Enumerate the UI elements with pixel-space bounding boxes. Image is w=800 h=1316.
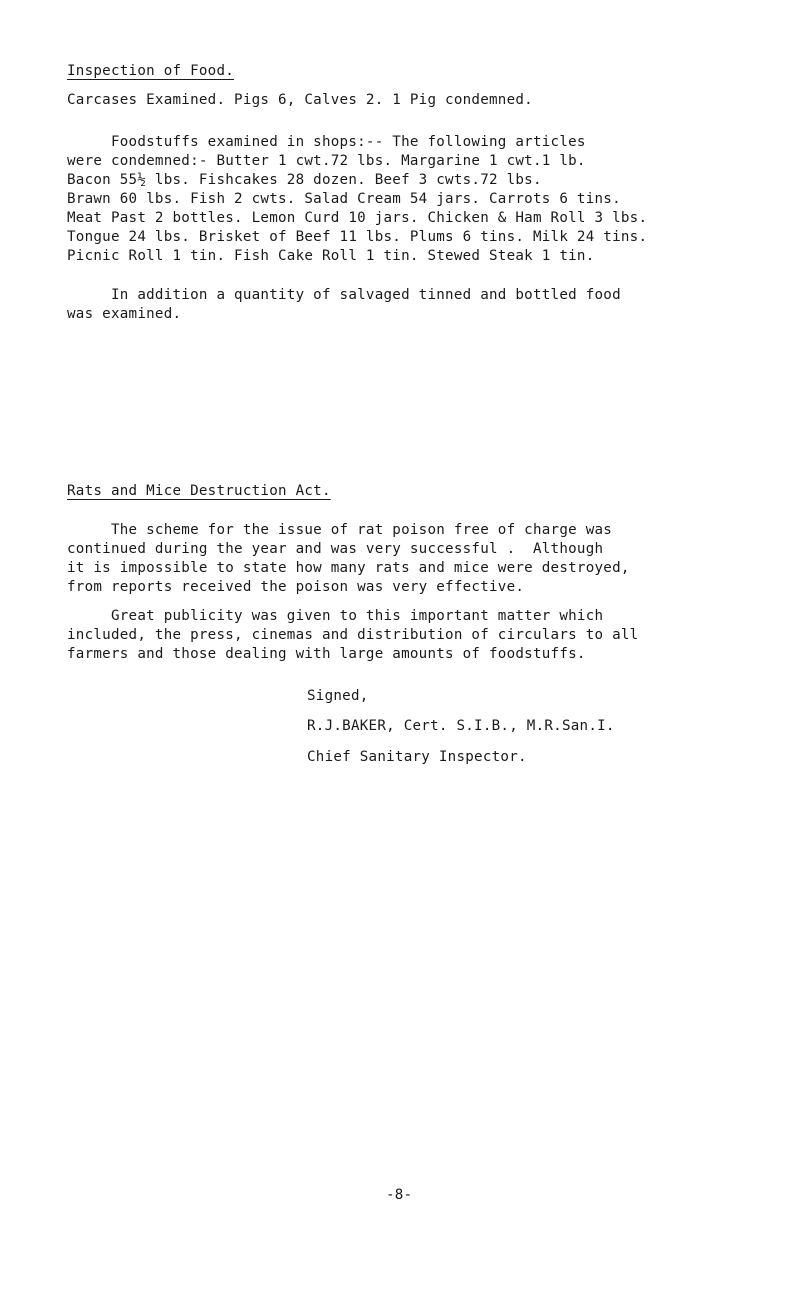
section-heading-inspection-of-food: Inspection of Food. bbox=[67, 63, 235, 79]
paragraph-line: it is impossible to state how many rats and mice were destroyed, bbox=[67, 560, 630, 576]
paragraph-line: Meat Past 2 bottles. Lemon Curd 10 jars. Chicken & Ham Roll 3 lbs. bbox=[67, 210, 648, 226]
publicity-paragraph bbox=[67, 607, 793, 664]
paragraph-line: were condemned:- Butter 1 cwt.72 lbs. Margarine 1 cwt.1 lb. bbox=[67, 153, 586, 169]
section-heading-rats-and-mice: Rats and Mice Destruction Act. bbox=[67, 483, 331, 499]
paragraph-line: farmers and those dealing with large amounts of foodstuffs. bbox=[67, 646, 586, 662]
salvaged-food-paragraph bbox=[67, 286, 793, 324]
paragraph-line: The scheme for the issue of rat poison free of charge was bbox=[67, 522, 613, 538]
paragraph-line: In addition a quantity of salvaged tinned and bottled food bbox=[67, 287, 621, 303]
paragraph-line: from reports received the poison was very effective. bbox=[67, 579, 525, 595]
paragraph-line: included, the press, cinemas and distribution of circulars to all bbox=[67, 627, 639, 643]
paragraph-line: Foodstuffs examined in shops:-- The following articles bbox=[67, 134, 586, 150]
paragraph-line: Picnic Roll 1 tin. Fish Cake Roll 1 tin. Stewed Steak 1 tin. bbox=[67, 248, 595, 264]
signatory-title: Chief Sanitary Inspector. bbox=[307, 749, 527, 765]
page-number: -8- bbox=[386, 1187, 413, 1203]
signatory-name: R.J.BAKER, Cert. S.I.B., M.R.San.I. bbox=[307, 718, 615, 734]
paragraph-line: continued during the year and was very successful . Although bbox=[67, 541, 604, 557]
paragraph-line: Brawn 60 lbs. Fish 2 cwts. Salad Cream 54 jars. Carrots 6 tins. bbox=[67, 191, 621, 207]
carcases-paragraph bbox=[67, 91, 793, 110]
paragraph-line: Bacon 55½ lbs. Fishcakes 28 dozen. Beef 3 cwts.72 lbs. bbox=[67, 172, 542, 188]
carcases-line: Carcases Examined. Pigs 6, Calves 2. 1 Pig condemned. bbox=[67, 92, 533, 108]
foodstuffs-paragraph bbox=[67, 133, 793, 266]
rat-poison-scheme-paragraph bbox=[67, 521, 793, 597]
paragraph-line: was examined. bbox=[67, 306, 182, 322]
signature-signed-label: Signed, bbox=[307, 688, 369, 704]
paragraph-line: Tongue 24 lbs. Brisket of Beef 11 lbs. Plums 6 tins. Milk 24 tins. bbox=[67, 229, 648, 245]
paragraph-line: Great publicity was given to this important matter which bbox=[67, 608, 604, 624]
